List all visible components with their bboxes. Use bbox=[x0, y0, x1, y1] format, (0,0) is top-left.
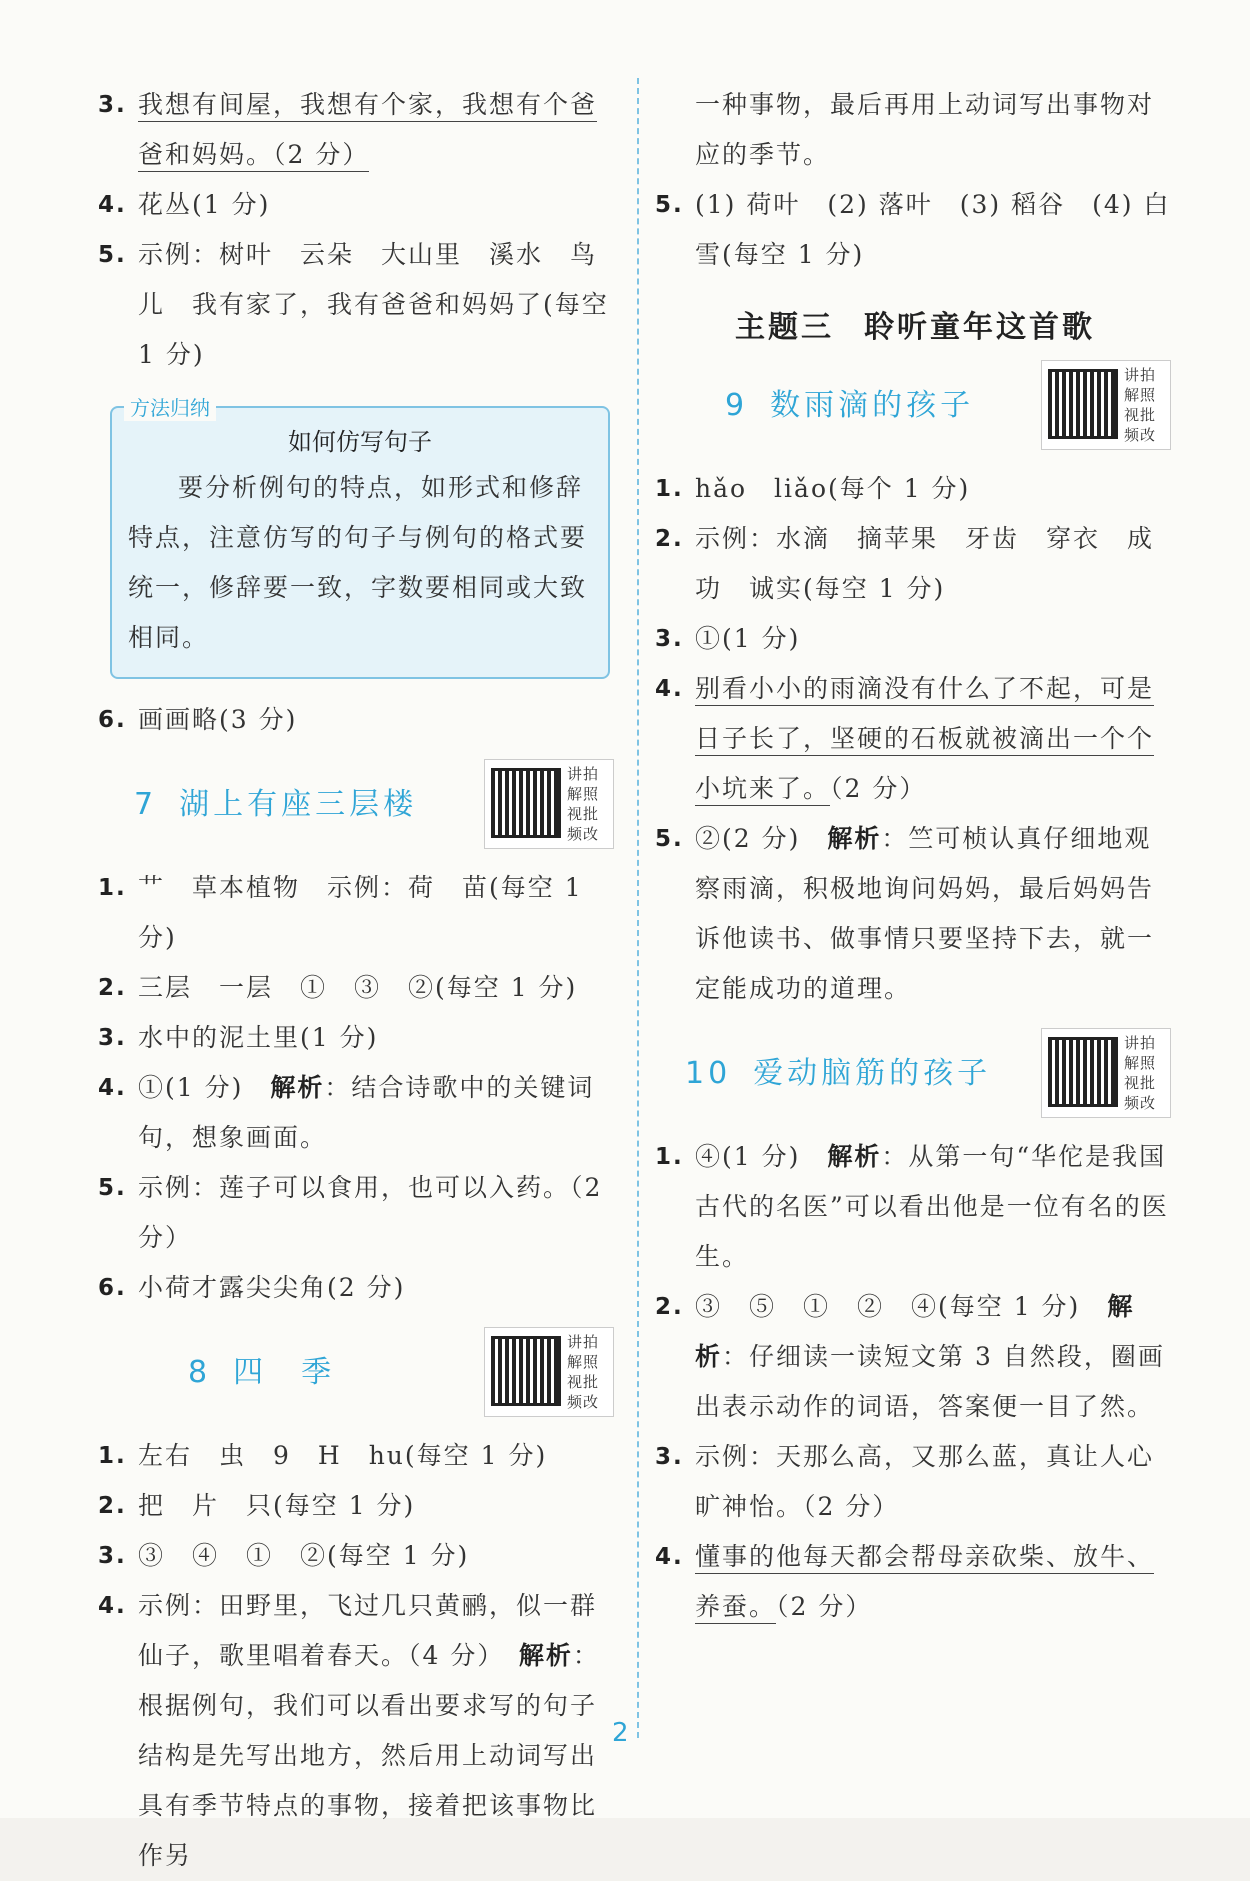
qr-label: 讲拍解照视批频改 bbox=[567, 1333, 600, 1411]
lesson-heading-8 bbox=[98, 1323, 618, 1423]
underlined-answer: 别看小小的雨滴没有什么了不起，可是日子长了，坚硬的石板就被滴出一个个小坑来了。 bbox=[695, 674, 1154, 806]
qr-label: 讲拍解照视批频改 bbox=[567, 765, 600, 843]
list-item: 3. 我想有间屋，我想有个家，我想有个爸爸和妈妈。（2 分） bbox=[98, 80, 618, 180]
analysis-label: 解析 bbox=[827, 1142, 882, 1171]
lesson-heading-9 bbox=[655, 356, 1175, 456]
underlined-answer: 懂事的他每天都会帮母亲砍柴、放牛、养蚕。 bbox=[695, 1542, 1154, 1624]
lesson-title: 爱动脑筋的孩子 bbox=[753, 1056, 992, 1091]
list-item: 4. 示例：田野里，飞过几只黄鹂，似一群仙子，歌里唱着春天。（4 分） 解析：根据例句，我们可以看出要求写的句子结构是先写出地方，然后用上动词写出具有季节特点的事物，接着把该事物比作另 bbox=[98, 1591, 600, 1870]
qr-code-icon bbox=[1048, 369, 1118, 439]
analysis-label: 解析 bbox=[695, 1292, 1135, 1371]
left-column bbox=[98, 80, 618, 1881]
qr-label: 讲拍解照视批频改 bbox=[1124, 1034, 1157, 1112]
list-item: 1. ④(1 分) 解析：从第一句“华佗是我国古代的名医”可以看出他是一位有名的医生。 bbox=[655, 1142, 1169, 1271]
theme-heading: 主题三 聆听童年这首歌 bbox=[735, 310, 1095, 345]
list-item: 5. ②(2 分) 解析：竺可桢认真仔细地观察雨滴，积极地询问妈妈，最后妈妈告诉他读书、做事情只要坚持下去，就一定能成功的道理。 bbox=[655, 824, 1155, 1003]
right-column bbox=[655, 80, 1175, 1632]
analysis-label: 解析 bbox=[827, 824, 882, 853]
lesson-number: 7 bbox=[134, 787, 158, 822]
list-item: 2. 三层 一层 ① ③ ②(每空 1 分) bbox=[98, 973, 578, 1002]
list-item: 3. ①(1 分) bbox=[655, 624, 801, 653]
analysis-label: 解析 bbox=[518, 1641, 573, 1670]
lesson-number: 9 bbox=[725, 388, 749, 423]
underlined-answer: 我想有间屋，我想有个家，我想有个爸爸和妈妈。（2 分） bbox=[138, 90, 597, 172]
list-item: 1. hǎo liǎo(每个 1 分) bbox=[655, 474, 971, 503]
list-item: 5. 示例：莲子可以食用，也可以入药。（2 分） bbox=[98, 1173, 603, 1252]
qr-code-icon bbox=[491, 768, 561, 838]
list-item: 2. ③ ⑤ ① ② ④(每空 1 分) 解析：仔细读一读短文第 3 自然段，圈画出表示动作的词语，答案便一目了然。 bbox=[655, 1292, 1165, 1421]
list-item: 2. 示例：水滴 摘苹果 牙齿 穿衣 成功 诚实(每空 1 分) bbox=[655, 524, 1155, 603]
lesson-number: 8 bbox=[188, 1355, 212, 1390]
lesson-title: 四 季 bbox=[233, 1355, 336, 1390]
qr-code[interactable] bbox=[1041, 360, 1171, 450]
lesson-heading-7 bbox=[98, 755, 618, 855]
lesson-heading-10 bbox=[655, 1024, 1175, 1124]
qr-code-icon bbox=[1048, 1037, 1118, 1107]
list-item: 1. 艹 草本植物 示例：荷 苗(每空 1 分) bbox=[98, 873, 583, 952]
list-item: 4. ①(1 分) 解析：结合诗歌中的关键词句，想象画面。 bbox=[98, 1073, 595, 1152]
method-tag: 方法归纳 bbox=[124, 392, 216, 421]
list-item: 4. 花丛(1 分) bbox=[98, 190, 271, 219]
method-title: 如何仿写句子 bbox=[288, 428, 432, 456]
list-item: 3. 示例：天那么高，又那么蓝，真让人心旷神怡。（2 分） bbox=[655, 1442, 1155, 1521]
qr-code[interactable] bbox=[484, 759, 614, 849]
method-body: 要分析例句的特点，如形式和修辞特点，注意仿写的句子与例句的格式要统一，修辞要一致，字数要相同或大致相同。 bbox=[128, 473, 588, 652]
list-item: 6. 小荷才露尖尖角(2 分) bbox=[98, 1273, 406, 1302]
list-item: 4. 懂事的他每天都会帮母亲砍柴、放牛、养蚕。（2 分） bbox=[655, 1532, 1175, 1632]
list-item: 4. 别看小小的雨滴没有什么了不起，可是日子长了，坚硬的石板就被滴出一个个小坑来了。（2 分） bbox=[655, 664, 1175, 814]
list-item: 3. 水中的泥土里(1 分) bbox=[98, 1023, 379, 1052]
continued-text: 一种事物，最后再用上动词写出事物对应的季节。 bbox=[695, 90, 1155, 169]
page-number: 2 bbox=[612, 1718, 629, 1748]
qr-code[interactable] bbox=[1041, 1028, 1171, 1118]
list-item: 5. 示例：树叶 云朵 大山里 溪水 鸟儿 我有家了，我有爸爸和妈妈了(每空 1 分) bbox=[98, 240, 609, 369]
list-item: 3. ③ ④ ① ②(每空 1 分) bbox=[98, 1541, 470, 1570]
qr-code[interactable] bbox=[484, 1327, 614, 1417]
list-item: 5. (1) 荷叶 (2) 落叶 (3) 稻谷 (4) 白雪(每空 1 分) bbox=[655, 190, 1171, 269]
list-item: 6. 画画略(3 分) bbox=[98, 705, 298, 734]
qr-code-icon bbox=[491, 1336, 561, 1406]
column-divider bbox=[637, 78, 639, 1738]
lesson-title: 数雨滴的孩子 bbox=[770, 388, 975, 423]
list-item: 2. 把 片 只(每空 1 分) bbox=[98, 1491, 416, 1520]
analysis-label: 解析 bbox=[270, 1073, 325, 1102]
lesson-title: 湖上有座三层楼 bbox=[179, 787, 418, 822]
method-summary-box bbox=[110, 396, 610, 679]
lesson-number: 10 bbox=[685, 1056, 732, 1091]
list-item: 1. 左右 虫 9 H hu(每空 1 分) bbox=[98, 1441, 548, 1470]
qr-label: 讲拍解照视批频改 bbox=[1124, 366, 1157, 444]
